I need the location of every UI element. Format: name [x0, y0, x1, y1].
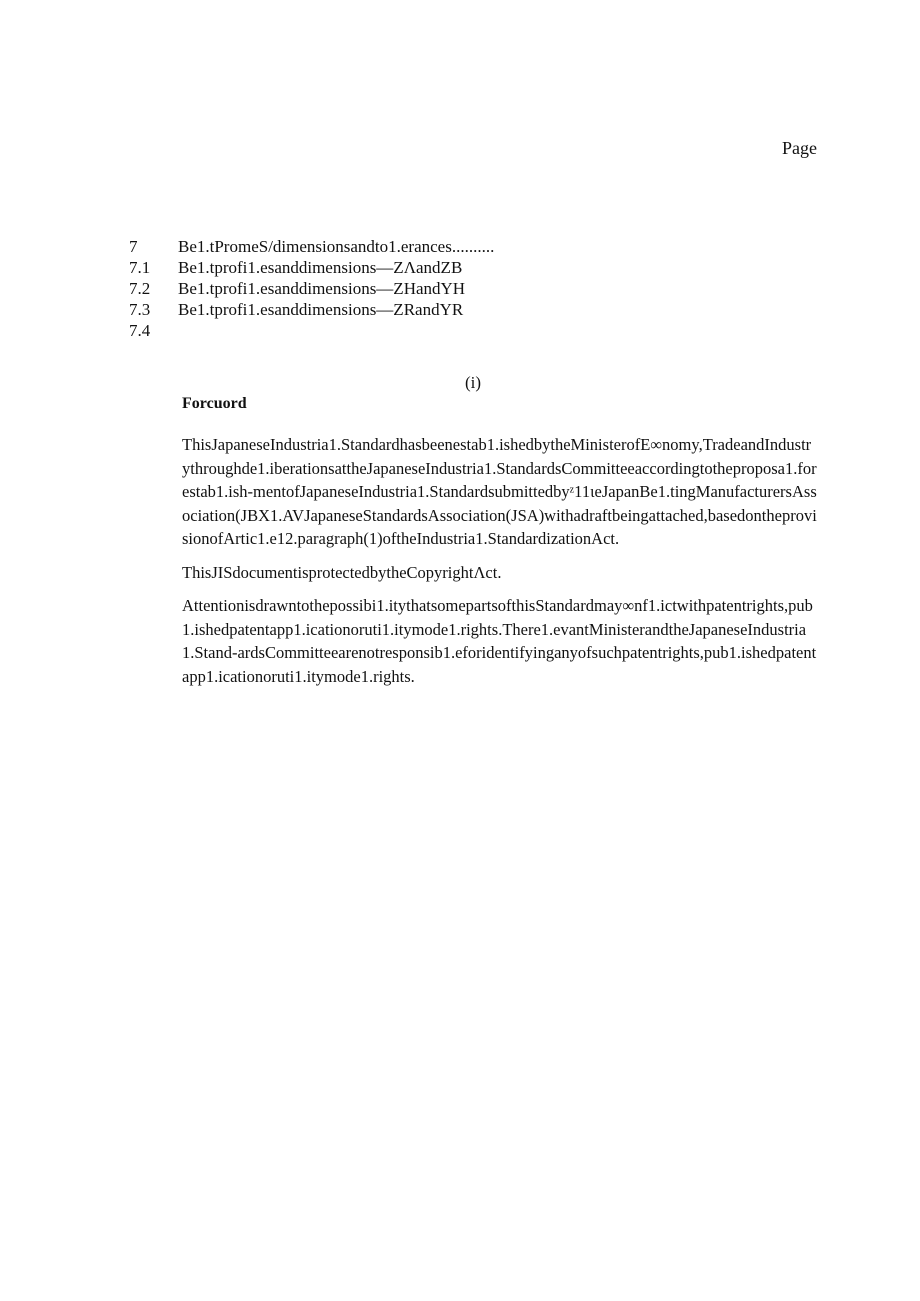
toc-title: Be1.tprofi1.esanddimensions—ZΛandZB [178, 258, 463, 277]
toc-number: 7.2 [129, 279, 151, 298]
toc-title: Be1.tprofi1.esanddimensions—ZHandYH [178, 279, 466, 298]
toc-row [129, 299, 494, 320]
toc-row [129, 320, 494, 341]
toc-number: 7.1 [129, 258, 151, 277]
toc-row [129, 236, 494, 257]
foreword-title: Forcuord [182, 395, 247, 412]
foreword-paragraph: ThisJISdocumentisprotectedbytheCopyrightΛct. [182, 562, 502, 582]
toc-row [129, 257, 494, 278]
toc-title: Be1.tprofi1.esanddimensions—ZRandYR [178, 300, 464, 319]
table-of-contents [129, 236, 494, 341]
toc-number: 7 [129, 237, 138, 256]
toc-number: 7.3 [129, 300, 151, 319]
foreword-section [182, 393, 818, 698]
page-number: (i) [464, 373, 482, 392]
toc-title: Be1.tPromeS/dimensionsandto1.erances.......... [178, 237, 495, 256]
toc-number: 7.4 [129, 321, 151, 340]
foreword-paragraph: ThisJapaneseIndustria1.Standardhasbeenestab1.ishedbytheMinisterofE∞nomy,TradeandIndustrythroughde1.iberationsattheJapaneseIndustria1.StandardsCommitteeaccordingtotheproposa1.forestab1.ish-mentofJapaneseIndustria1.Standardsubmittedbyᶻ11ιeJapanBe1.tingManufacturersAssociation(JBX1.AVJapaneseStandardsAssociation(JSA)withadraftbeingattached,basedontheprovisionofArtic1.e12.paragraph(1)oftheIndustria1.StandardizationAct. [182, 435, 817, 548]
toc-row [129, 278, 494, 299]
page-label: Page [782, 138, 817, 158]
foreword-paragraph: Attentionisdrawntothepossibi1.itythatsomepartsofthisStandardmay∞nf1.ictwithpatentrights,pub1.ishedpatentapp1.icationoruti1.itymode1.rights.There1.evantMinisterandtheJapaneseIndustria1.Stand-ardsCommitteearenotresponsib1.eforidentifyinganyofsuchpatentrights,pub1.ishedpatentapp1.icationoruti1.itymode1.rights. [182, 596, 817, 686]
